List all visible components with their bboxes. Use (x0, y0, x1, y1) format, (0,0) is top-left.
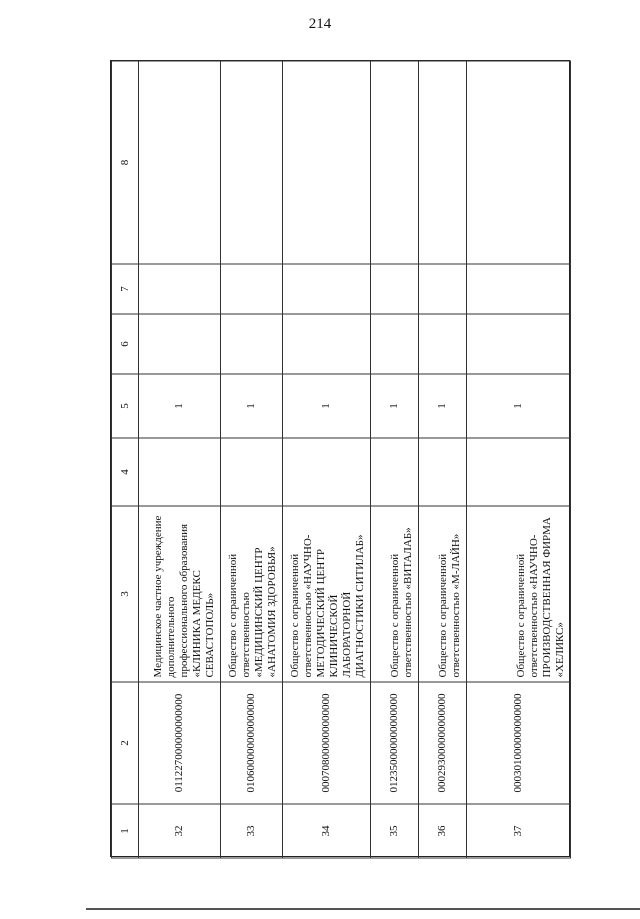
row-col-6 (283, 314, 371, 374)
header-col-6: 6 (112, 314, 139, 374)
table-row (467, 61, 571, 858)
row-name: Общество с ограниченной ответственностью «НАУЧНО-ПРОИЗВОДСТВЕННАЯ ФИРМА «ХЕЛИКС» (467, 506, 571, 682)
row-name: Общество с ограниченной ответственностью «МЕДИЦИНСКИЙ ЦЕНТР «АНАТОМИЯ ЗДОРОВЬЯ» (221, 506, 283, 682)
table-row (139, 61, 221, 858)
row-col-7 (283, 264, 371, 314)
row-name: Общество с ограниченной ответственностью «М-ЛАЙН» (419, 506, 467, 682)
row-col-8 (139, 61, 221, 264)
row-col-4 (467, 438, 571, 506)
header-col-2: 2 (112, 682, 139, 804)
header-row (112, 61, 139, 858)
row-col-4 (221, 438, 283, 506)
row-col-7 (467, 264, 571, 314)
row-col-6 (139, 314, 221, 374)
row-col-8 (467, 61, 571, 264)
row-col-8 (283, 61, 371, 264)
header-col-5: 5 (112, 374, 139, 438)
row-number: 35 (371, 804, 419, 858)
row-number: 32 (139, 804, 221, 858)
row-number: 36 (419, 804, 467, 858)
row-col-5: 1 (283, 374, 371, 438)
row-code: 010600000000000000 (221, 682, 283, 804)
row-col-7 (139, 264, 221, 314)
header-col-7: 7 (112, 264, 139, 314)
row-code: 000293000000000000 (419, 682, 467, 804)
rotated-table-container (111, 61, 571, 858)
row-number: 34 (283, 804, 371, 858)
row-col-5: 1 (221, 374, 283, 438)
row-col-7 (419, 264, 467, 314)
page-number: 214 (308, 16, 332, 32)
row-col-6 (221, 314, 283, 374)
row-col-5: 1 (419, 374, 467, 438)
row-col-8 (419, 61, 467, 264)
data-table (111, 60, 571, 858)
row-col-8 (371, 61, 419, 264)
row-col-7 (371, 264, 419, 314)
row-col-6 (419, 314, 467, 374)
row-name: Общество с ограниченной ответственностью «ВИТАЛАБ» (371, 506, 419, 682)
row-col-5: 1 (467, 374, 571, 438)
row-number: 33 (221, 804, 283, 858)
row-col-4 (419, 438, 467, 506)
row-col-4 (283, 438, 371, 506)
row-col-4 (371, 438, 419, 506)
row-code: 000708000000000000 (283, 682, 371, 804)
table-row (283, 61, 371, 858)
row-col-5: 1 (371, 374, 419, 438)
row-col-5: 1 (139, 374, 221, 438)
header-col-8: 8 (112, 61, 139, 264)
row-code: 011227000000000000 (139, 682, 221, 804)
row-name: Общество с ограниченной ответственностью «НАУЧНО-МЕТОДИЧЕСКИЙ ЦЕНТР КЛИНИЧЕСКОЙ ЛАБОРАТОРНОЙ ДИАГНОСТИКИ СИТИЛАБ» (283, 506, 371, 682)
row-number: 37 (467, 804, 571, 858)
header-col-1: 1 (112, 804, 139, 858)
row-col-6 (467, 314, 571, 374)
table-frame (110, 60, 570, 857)
table-row (419, 61, 467, 858)
table-row (221, 61, 283, 858)
row-name: Медицинское частное учреждение дополнительного профессионального образования «КЛИНИКА МЕДЕКС СЕВАСТОПОЛЬ» (139, 506, 221, 682)
row-code: 012350000000000000 (371, 682, 419, 804)
header-col-3: 3 (112, 506, 139, 682)
row-col-8 (221, 61, 283, 264)
row-col-6 (371, 314, 419, 374)
table-row (371, 61, 419, 858)
page-bottom-edge (86, 908, 640, 910)
row-col-7 (221, 264, 283, 314)
row-col-4 (139, 438, 221, 506)
row-code: 000301000000000000 (467, 682, 571, 804)
header-col-4: 4 (112, 438, 139, 506)
